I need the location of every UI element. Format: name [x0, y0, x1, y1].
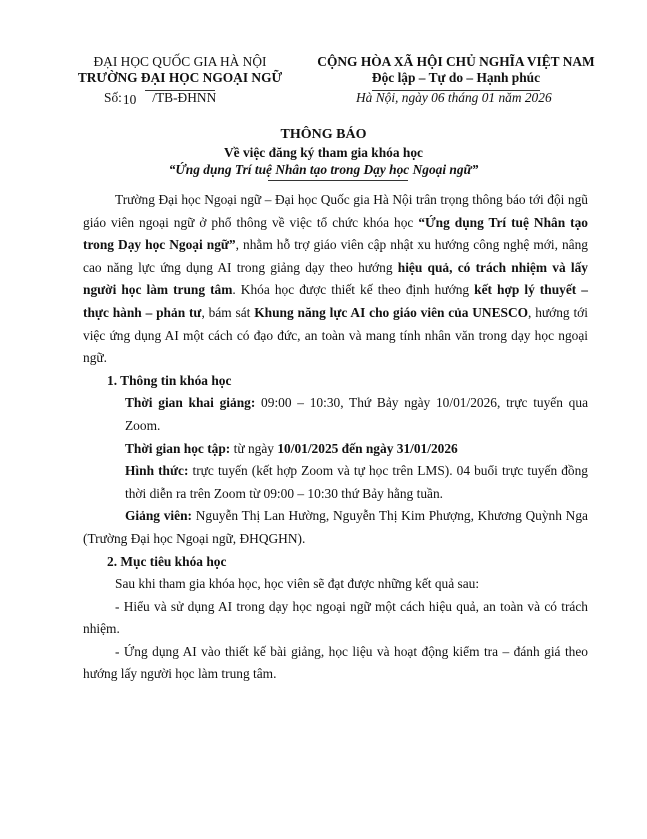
- national-motto: Độc lập – Tự do – Hạnh phúc: [371, 70, 541, 85]
- document-number: [104, 90, 216, 106]
- goal-item-2: - Ứng dụng AI vào thiết kế bài giảng, học liệu và hoạt động kiểm tra – đánh giá theo hướng lấy người học làm trung tâm.: [83, 643, 588, 682]
- goal-item-1: - Hiểu và sử dụng AI trong dạy học ngoại ngữ một cách hiệu quả, an toàn và có trách nhiệm.: [83, 598, 588, 637]
- country-name: CỘNG HÒA XÃ HỘI CHỦ NGHĨA VIỆT NAM: [317, 54, 595, 69]
- goals-lead: Sau khi tham gia khóa học, học viên sẽ đạt được những kết quả sau:: [115, 576, 480, 592]
- university-name: ĐẠI HỌC QUỐC GIA HÀ NỘI: [93, 54, 267, 69]
- section-2-heading: 2. Mục tiêu khóa học: [107, 553, 227, 569]
- issue-date: Hà Nội, ngày 06 tháng 01 năm 2026: [356, 90, 552, 105]
- document-number-suffix: /TB-ĐHNN: [152, 90, 217, 105]
- course-name: “Ứng dụng Trí tuệ Nhân tạo trong Dạy học Ngoại ngữ”: [168, 162, 479, 177]
- course-name-underline: [268, 180, 408, 181]
- study-format: Hình thức: trực tuyến (kết hợp Zoom và tự học trên LMS). 04 buổi trực tuyến đồng thời diễn ra trên Zoom từ 09:00 – 10:30 thứ Bảy hằng tuần.: [125, 463, 588, 501]
- intro-paragraph: Trường Đại học Ngoại ngữ – Đại học Quốc gia Hà Nội trân trọng thông báo tới đội ngũ giáo viên ngoại ngữ ở phổ thông về việc tổ chức khóa học “Ứng dụng Trí tuệ Nhân tạo trong Dạy học Ngoại ngữ”, nhằm hỗ trợ giáo viên cập nhật xu hướng công nghệ mới, nâng cao năng lực ứng dụng AI trong giảng dạy theo hướng hiệu quả, có trách nhiệm và lấy người học làm trung tâm. Khóa học được thiết kế theo định hướng kết hợp lý thuyết – thực hành – phản tư, bám sát Khung năng lực AI cho giáo viên của UNESCO, hướng tới việc ứng dụng AI một cách có đạo đức, an toàn và mang tính nhân văn trong dạy học ngoại ngữ.: [83, 192, 588, 366]
- section-1-heading: 1. Thông tin khóa học: [107, 372, 232, 388]
- start-time: Thời gian khai giảng: 09:00 – 10:30, Thứ Bảy ngày 10/01/2026, trực tuyến qua Zoom.: [125, 395, 589, 433]
- school-name: TRƯỜNG ĐẠI HỌC NGOẠI NGỮ: [77, 70, 283, 85]
- document-number-value: 10: [122, 92, 137, 107]
- notice-body: [83, 189, 588, 686]
- lecturers: Giảng viên: Nguyễn Thị Lan Hường, Nguyễn Thị Kim Phượng, Khương Quỳnh Nga (Trường Đại học Ngoại ngữ, ĐHQGHN).: [83, 508, 588, 546]
- document-number-prefix: Số:: [104, 90, 122, 105]
- issuer-block: [62, 54, 298, 91]
- notice-subject: Về việc đăng ký tham gia khóa học: [223, 145, 424, 160]
- national-header: [312, 54, 600, 91]
- notice-title: THÔNG BÁO: [280, 127, 367, 142]
- study-period: Thời gian học tập: từ ngày 10/01/2025 đến ngày 31/01/2026: [125, 440, 458, 456]
